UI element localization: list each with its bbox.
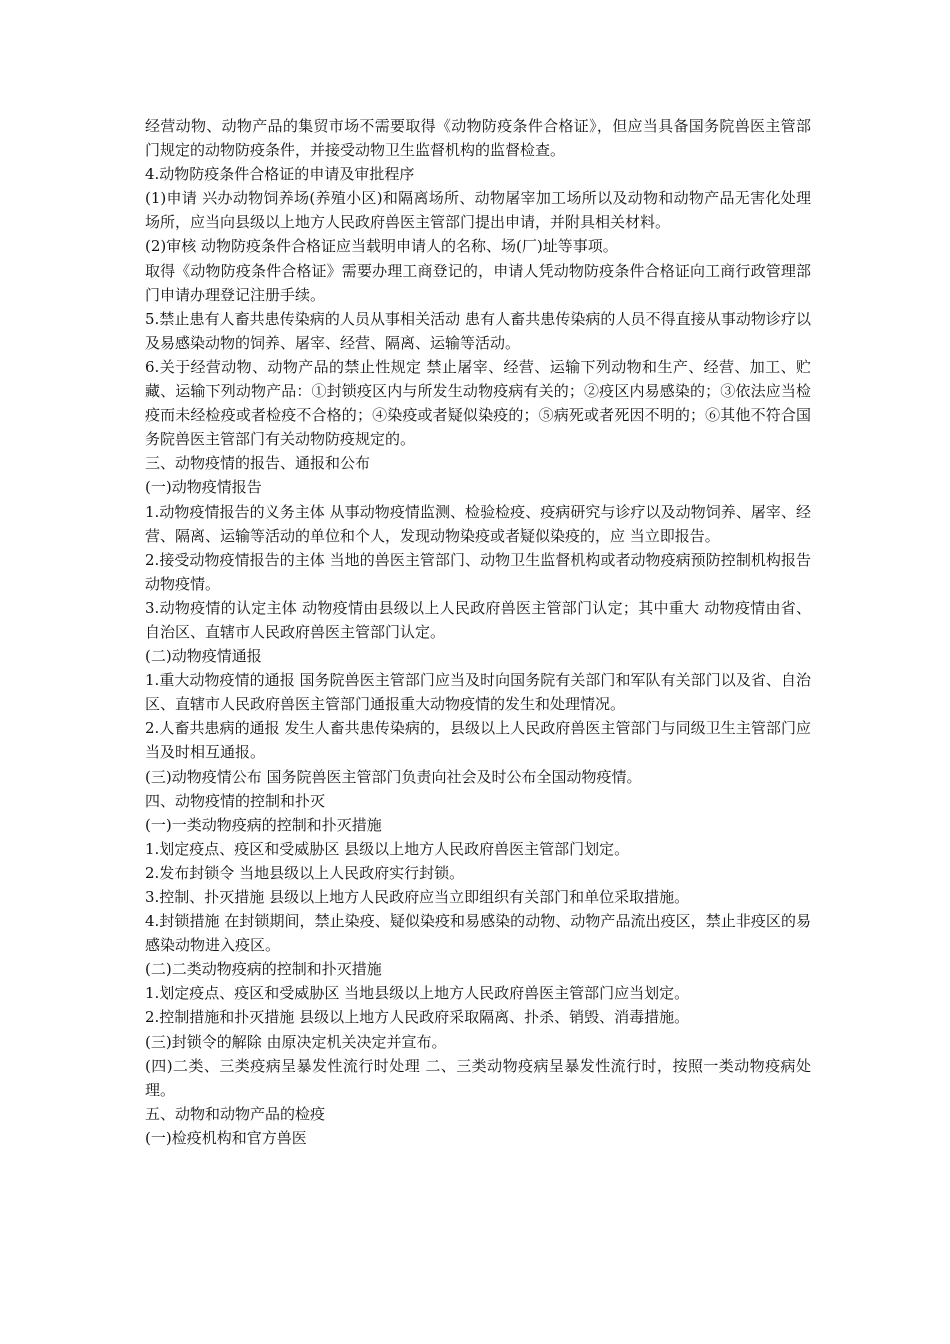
- paragraph-epidemic-determination: 3.动物疫情的认定主体 动物疫情由县级以上人民政府兽医主管部门认定；其中重大 动物疫情由省、自治区、直辖市人民政府兽医主管部门认定。: [145, 598, 811, 641]
- subheading-epidemic-report: (一)动物疫情报告: [145, 478, 262, 497]
- section-heading-quarantine: 五、动物和动物产品的检疫: [145, 1104, 326, 1123]
- paragraph-review: (2)审核 动物防疫条件合格证应当载明申请人的名称、场(厂)址等事项。: [145, 237, 618, 256]
- subheading-class-two-control: (二)二类动物疫病的控制和扑灭措施: [145, 960, 382, 979]
- paragraph-prohibit-infected-personnel: 5.禁止患有人畜共患传染病的人员从事相关活动 患有人畜共患传染病的人员不得直接从事动物诊疗以及易感染动物的饲养、屠宰、经营、隔离、运输等活动。: [145, 309, 811, 352]
- paragraph-outbreak-handling: (四)二类、三类疫病呈暴发性流行时处理 二、三类动物疫病呈暴发性流行时，按照一类动物疫病处理。: [145, 1056, 811, 1099]
- paragraph-class-one-lockdown-order: 2.发布封锁令 当地县级以上人民政府实行封锁。: [145, 863, 465, 882]
- paragraph-application: (1)申请 兴办动物饲养场(养殖小区)和隔离场所、动物屠宰加工场所以及动物和动物产品无害化处理场所，应当向县级以上地方人民政府兽医主管部门提出申请，并附具相关材料。: [145, 189, 811, 232]
- heading-certificate-procedure: 4.动物防疫条件合格证的申请及审批程序: [145, 165, 415, 184]
- paragraph-business-registration: 取得《动物防疫条件合格证》需要办理工商登记的，申请人凭动物防疫条件合格证向工商行政管理部门申请办理登记注册手续。: [145, 261, 811, 304]
- paragraph-lockdown-lifting: (三)封锁令的解除 由原决定机关决定并宣布。: [145, 1032, 447, 1051]
- paragraph-zoonosis-notification: 2.人畜共患病的通报 发生人畜共患传染病的，县级以上人民政府兽医主管部门与同级卫生主管部门应当及时相互通报。: [145, 719, 811, 762]
- paragraph-class-one-measures: 3.控制、扑灭措施 县级以上地方人民政府应当立即组织有关部门和单位采取措施。: [145, 888, 690, 906]
- paragraph-class-one-zoning: 1.划定疫点、疫区和受威胁区 县级以上地方人民政府兽医主管部门划定。: [145, 839, 630, 858]
- paragraph-market-conditions: 经营动物、动物产品的集贸市场不需要取得《动物防疫条件合格证》，但应当具备国务院兽医主管部门规定的动物防疫条件，并接受动物卫生监督机构的监督检查。: [145, 117, 811, 160]
- document-body: [145, 114, 811, 1150]
- subheading-class-one-control: (一)一类动物疫病的控制和扑灭措施: [145, 815, 382, 834]
- paragraph-report-obligation: 1.动物疫情报告的义务主体 从事动物疫情监测、检验检疫、疫病研究与诊疗以及动物饲养、屠宰、经营、隔离、运输等活动的单位和个人，发现动物染疫或者疑似染疫的，应 当立即报告。: [145, 502, 811, 545]
- section-heading-epidemic-control: 四、动物疫情的控制和扑灭: [145, 791, 326, 810]
- paragraph-class-two-measures: 2.控制措施和扑灭措施 县级以上地方人民政府采取隔离、扑杀、销毁、消毒措施。: [145, 1008, 690, 1027]
- paragraph-class-two-zoning: 1.划定疫点、疫区和受威胁区 当地县级以上地方人民政府兽医主管部门应当划定。: [145, 984, 690, 1003]
- subheading-epidemic-notification: (二)动物疫情通报: [145, 647, 262, 666]
- subheading-quarantine-agencies: (一)检疫机构和官方兽医: [145, 1128, 307, 1147]
- paragraph-report-receiver: 2.接受动物疫情报告的主体 当地的兽医主管部门、动物卫生监督机构或者动物疫病预防控制机构报告动物疫情。: [145, 550, 811, 593]
- paragraph-major-epidemic-notification: 1.重大动物疫情的通报 国务院兽医主管部门应当及时向国务院有关部门和军队有关部门以及省、自治区、直辖市人民政府兽医主管部门通报重大动物疫情的发生和处理情况。: [145, 671, 811, 714]
- paragraph-epidemic-publication: (三)动物疫情公布 国务院兽医主管部门负责向社会及时公布全国动物疫情。: [145, 767, 642, 786]
- paragraph-prohibitive-rules: 6.关于经营动物、动物产品的禁止性规定 禁止屠宰、经营、运输下列动物和生产、经营、加工、贮藏、运输下列动物产品：①封锁疫区内与所发生动物疫病有关的；②疫区内易感染的；③依法应当检疫而未经检疫或者检疫不合格的；④染疫或者疑似染疫的；⑤病死或者死因不明的；⑥其他不符合国务院兽医主管部门有关动物防疫规定的。: [145, 357, 811, 449]
- section-heading-epidemic-reporting: 三、动物疫情的报告、通报和公布: [145, 454, 371, 473]
- paragraph-class-one-lockdown-measures: 4.封锁措施 在封锁期间，禁止染疫、疑似染疫和易感染的动物、动物产品流出疫区，禁止非疫区的易感染动物进入疫区。: [145, 912, 811, 955]
